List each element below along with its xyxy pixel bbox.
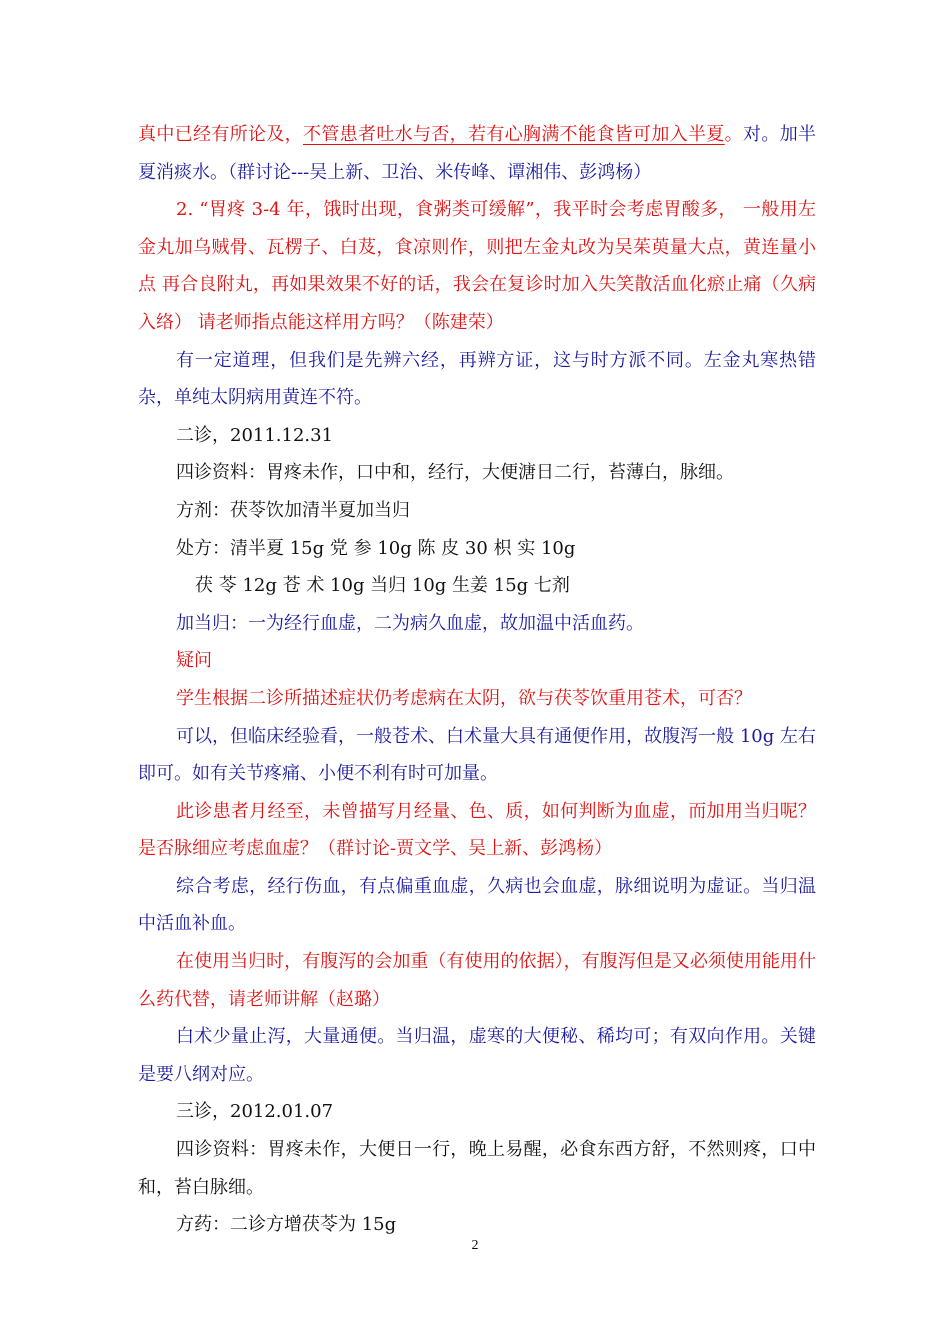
visit-2-formula: 方剂：茯苓饮加清半夏加当归 [176, 499, 410, 521]
answer-4: 综合考虑，经行伤血，有点偏重血虚，久病也会血虚，脉细说明为虚证。当归温中活血补血。 [138, 875, 816, 935]
visit-2-note: 加当归：一为经行血虚，二为病久血虚，故加温中活血药。 [176, 612, 644, 634]
visit-3-title: 三诊，2012.01.07 [176, 1101, 334, 1123]
page-number: 2 [471, 1238, 479, 1253]
document-body [138, 116, 816, 1244]
visit-2-prescription-line2: 茯 苓 12g 苍 术 10g 当归 10g 生姜 15g 七剂 [195, 575, 570, 597]
question-text-end: 。 [724, 124, 744, 145]
question-5: 在使用当归时，有腹泻的会加重（有使用的依据），有腹泻但是又必须使用能用什么药代替，请老师讲解（赵璐） [138, 951, 816, 1010]
question-4: 此诊患者月经至，未曾描写月经量、色、质，如何判断为血虚，而加用当归呢？是否脉细应考虑血虚？（群讨论-贾文学、吴上新、彭鸿杨） [138, 800, 816, 860]
visit-2-data: 四诊资料：胃疼未作，口中和，经行，大便溏日二行，苔薄白，脉细。 [176, 462, 734, 484]
answer-2: 有一定道理，但我们是先辨六经，再辨方证，这与时方派不同。左金丸寒热错杂，单纯太阴病用黄连不符。 [138, 349, 816, 409]
answer-3: 可以，但临床经验看，一般苍术、白术量大具有通便作用，故腹泻一般 10g 左右即可。如有关节疼痛、小便不利有时可加量。 [138, 725, 816, 785]
question-2: 2. “胃疼 3-4 年，饿时出现，食粥类可缓解”，我平时会考虑胃酸多， 一般用左金丸加乌贼骨、瓦楞子、白芨，食凉则作，则把左金丸改为吴茱萸量大点，黄连量小点 再合良附丸，再如果效果不好的话，我会在复诊时加入失笑散活血化瘀止痛（久病入络） 请老师指点能这样用方吗？（陈建荣） [138, 199, 816, 333]
visit-3-formula: 方药：二诊方增茯苓为 15g [176, 1214, 397, 1236]
answer-text: 对。 [743, 124, 780, 145]
question-text: 真中已经有所论及， [138, 124, 303, 145]
visit-3-data: 四诊资料：胃疼未作，大便日一行，晚上易醒，必食东西方舒，不然则疼，口中和，苔白脉细。 [138, 1139, 816, 1198]
answer-text: 加半夏消痰水。（群讨论---吴上新、卫治、米传峰、谭湘伟、彭鸿杨） [138, 124, 817, 183]
questions-heading: 疑问 [176, 650, 212, 672]
visit-2-prescription-line1: 处方：清半夏 15g 党 参 10g 陈 皮 30 枳 实 10g [176, 537, 576, 559]
underlined-question-text: 不管患者吐水与否，若有心胸满不能食皆可加入半夏 [303, 124, 725, 145]
visit-2-title: 二诊，2011.12.31 [176, 424, 334, 446]
question-3: 学生根据二诊所描述症状仍考虑病在太阴，欲与茯苓饮重用苍术，可否？ [176, 687, 752, 709]
answer-5: 白术少量止泻，大量通便。当归温，虚寒的大便秘、稀均可；有双向作用。关键是要八纲对应。 [138, 1026, 816, 1085]
paragraph-continuation [138, 116, 816, 191]
